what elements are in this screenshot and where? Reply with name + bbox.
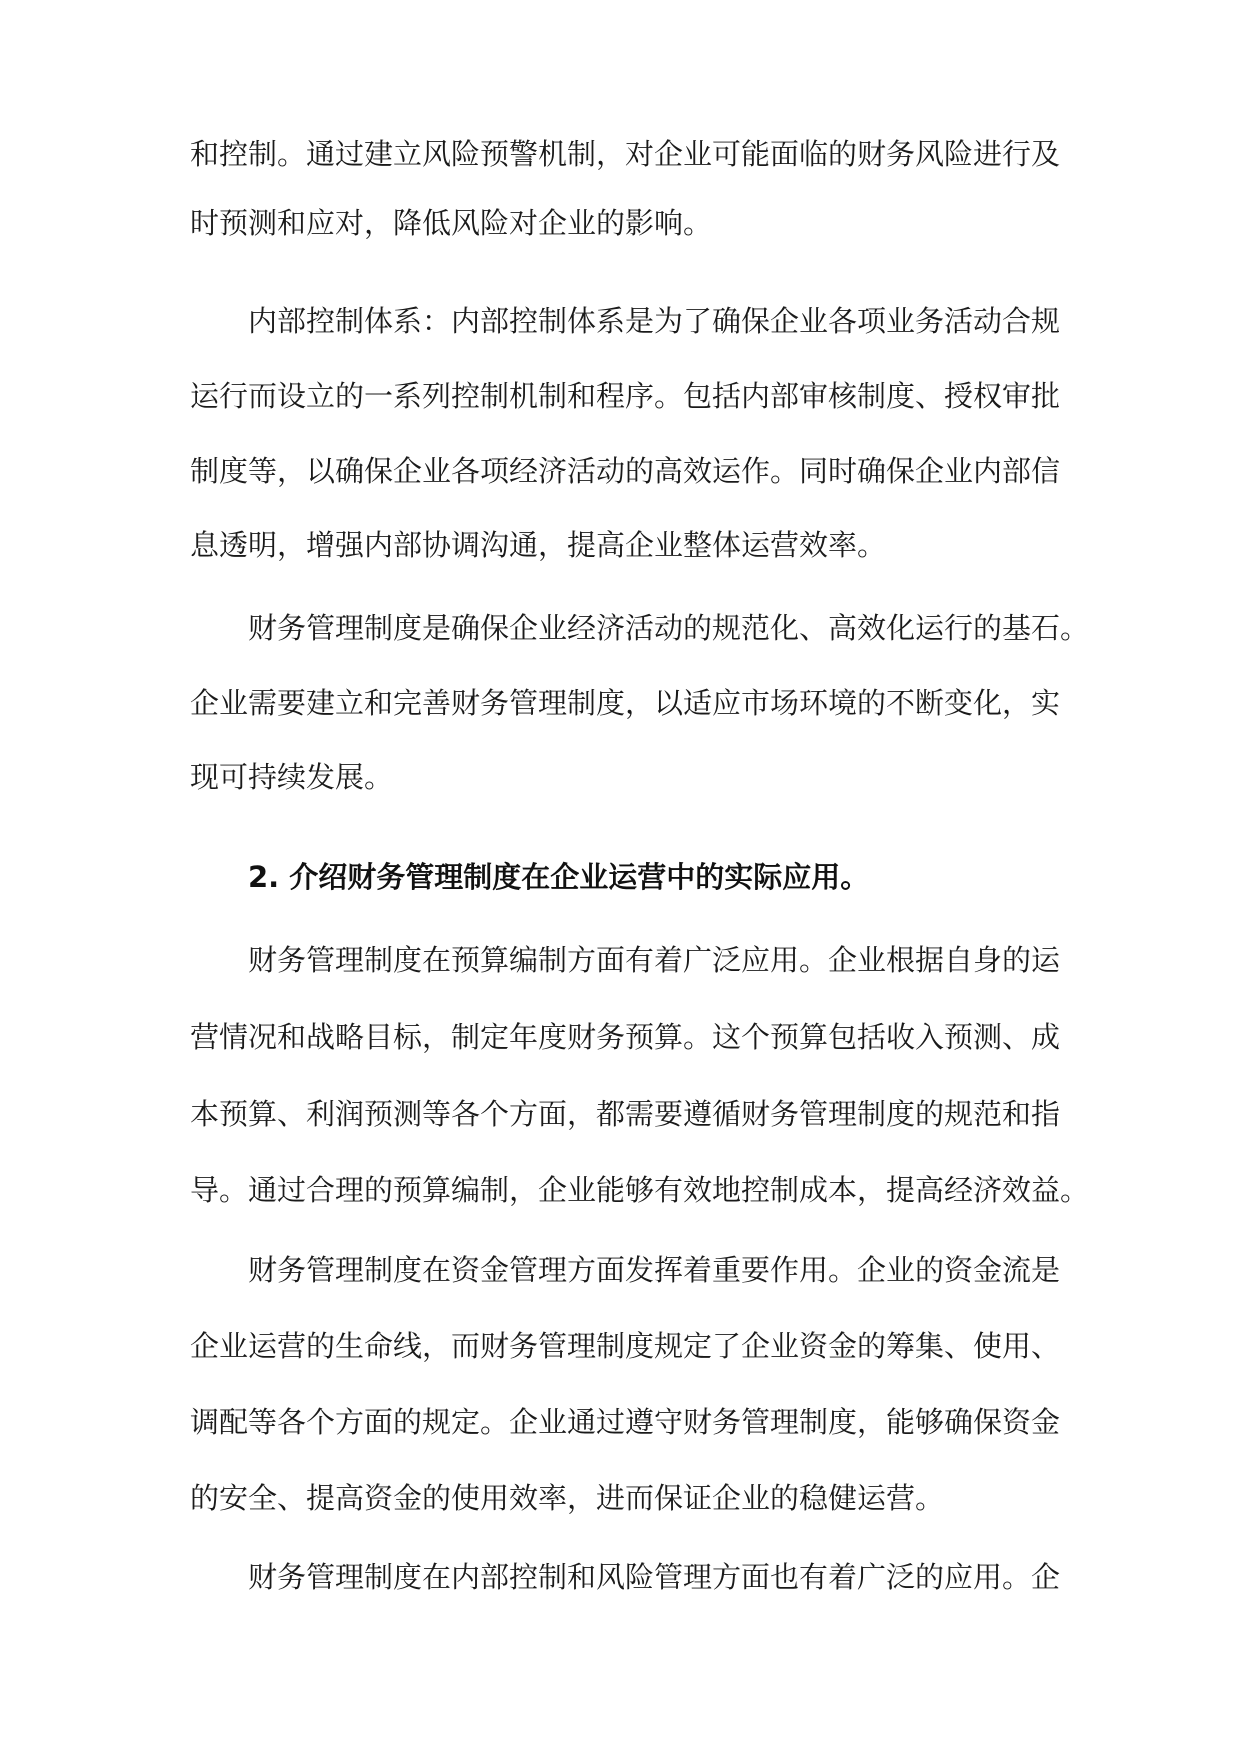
- paragraph-3-line-2: 企业需要建立和完善财务管理制度，以适应市场环境的不断变化，实: [190, 686, 1061, 720]
- paragraph-2-line-3: 制度等，以确保企业各项经济活动的高效运作。同时确保企业内部信: [190, 454, 1061, 488]
- paragraph-4-line-2: 营情况和战略目标，制定年度财务预算。这个预算包括收入预测、成: [190, 1020, 1061, 1054]
- paragraph-6-line-1: 财务管理制度在内部控制和风险管理方面也有着广泛的应用。企: [248, 1560, 1061, 1594]
- paragraph-4-line-1: 财务管理制度在预算编制方面有着广泛应用。企业根据自身的运: [248, 943, 1061, 977]
- paragraph-1-line-1: 和控制。通过建立风险预警机制，对企业可能面临的财务风险进行及: [190, 137, 1061, 171]
- section-heading: 2. 介绍财务管理制度在企业运营中的实际应用。: [248, 860, 870, 894]
- paragraph-5-line-4: 的安全、提高资金的使用效率，进而保证企业的稳健运营。: [190, 1481, 945, 1515]
- paragraph-2-line-2: 运行而设立的一系列控制机制和程序。包括内部审核制度、授权审批: [190, 379, 1061, 413]
- paragraph-5-line-3: 调配等各个方面的规定。企业通过遵守财务管理制度，能够确保资金: [190, 1405, 1061, 1439]
- paragraph-5-line-1: 财务管理制度在资金管理方面发挥着重要作用。企业的资金流是: [248, 1253, 1061, 1287]
- paragraph-2-line-1: 内部控制体系：内部控制体系是为了确保企业各项业务活动合规: [248, 304, 1061, 338]
- paragraph-4-line-4: 导。通过合理的预算编制，企业能够有效地控制成本，提高经济效益。: [190, 1173, 1090, 1207]
- paragraph-5-line-2: 企业运营的生命线，而财务管理制度规定了企业资金的筹集、使用、: [190, 1329, 1061, 1363]
- paragraph-3-line-3: 现可持续发展。: [190, 760, 394, 794]
- paragraph-4-line-3: 本预算、利润预测等各个方面，都需要遵循财务管理制度的规范和指: [190, 1097, 1061, 1131]
- paragraph-3-line-1: 财务管理制度是确保企业经济活动的规范化、高效化运行的基石。: [248, 611, 1090, 645]
- paragraph-2-line-4: 息透明，增强内部协调沟通，提高企业整体运营效率。: [190, 528, 887, 562]
- paragraph-1-line-2: 时预测和应对，降低风险对企业的影响。: [190, 206, 713, 240]
